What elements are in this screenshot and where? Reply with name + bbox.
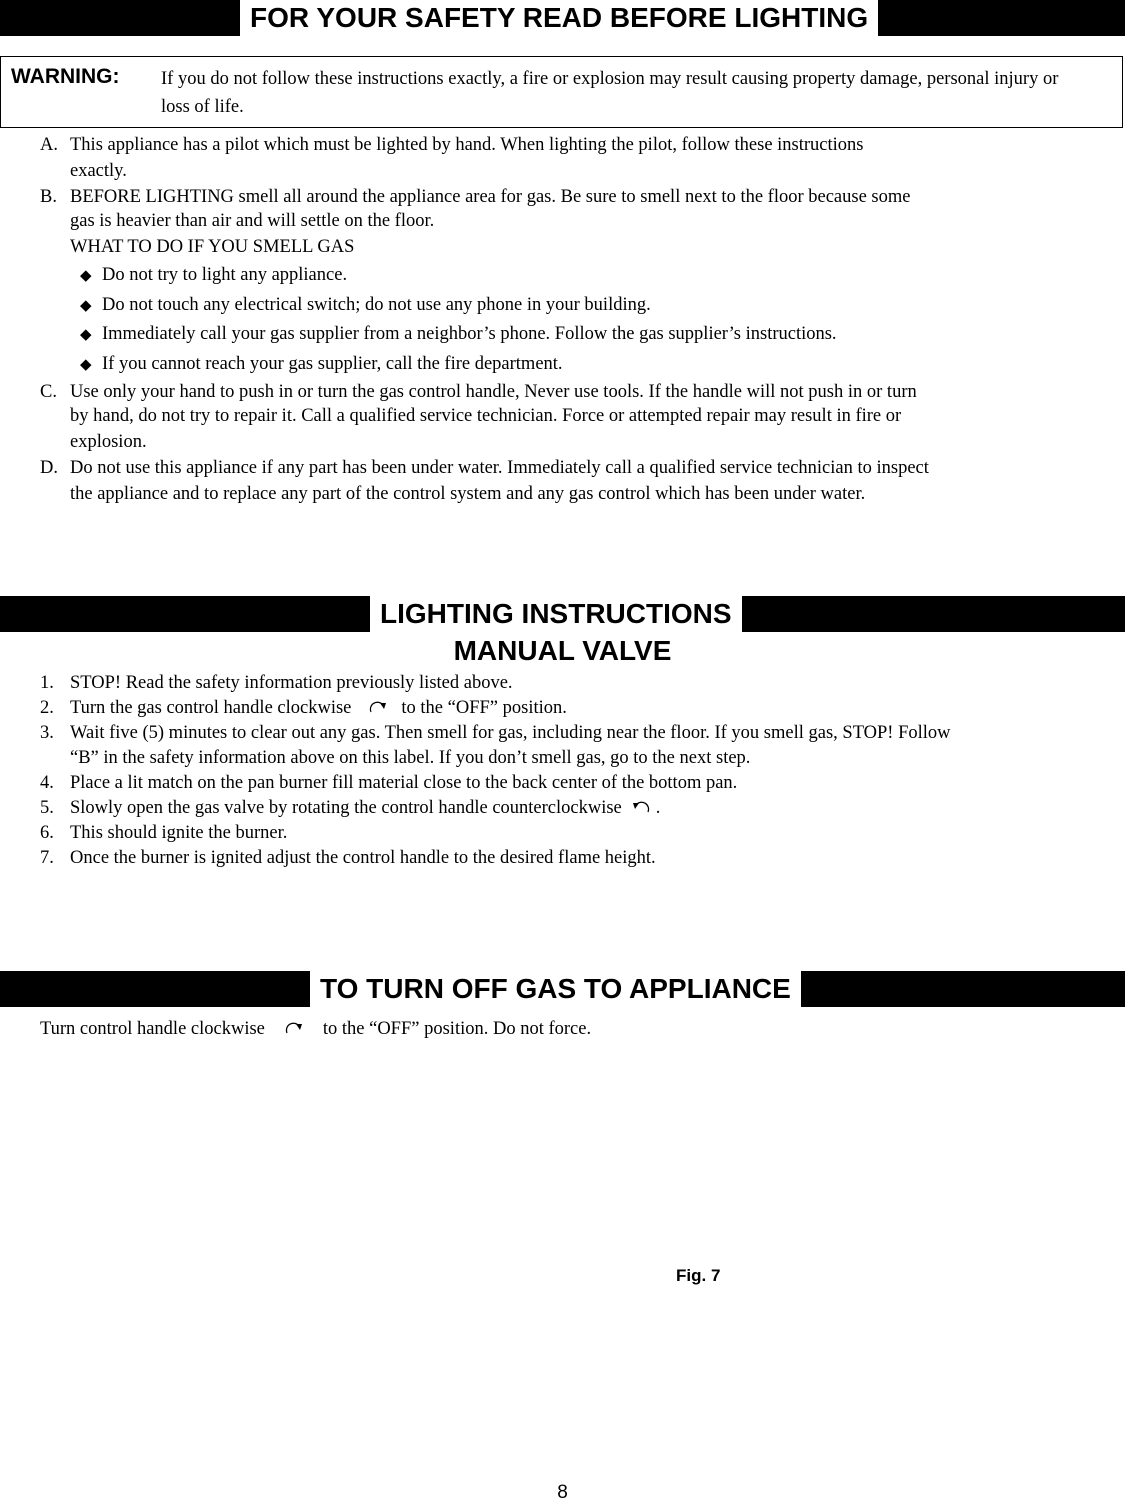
smell-gas-bullet: [80, 322, 837, 347]
step-text: This should ignite the burner.: [70, 823, 288, 843]
turn-off-banner: [0, 971, 1125, 1007]
turn-off-text: to the “OFF” position. Do not force.: [322, 1019, 592, 1039]
item-line: the appliance and to replace any part of the control system and any gas control which has been under water.: [70, 484, 866, 504]
step-number: 3.: [40, 723, 54, 743]
safety-banner-title: FOR YOUR SAFETY READ BEFORE LIGHTING: [240, 0, 878, 36]
item-line: WHAT TO DO IF YOU SMELL GAS: [70, 237, 355, 257]
step-number: 6.: [40, 823, 54, 843]
smell-gas-bullet: [80, 352, 563, 377]
item-line: BEFORE LIGHTING smell all around the appliance area for gas. Be sure to smell next to the floor because some: [70, 187, 911, 207]
step-text: Slowly open the gas valve by rotating the control handle counterclockwise: [70, 798, 622, 818]
step-text: .: [655, 798, 661, 818]
step-text: to the “OFF” position.: [401, 698, 567, 718]
step-text: STOP! Read the safety information previously listed above.: [70, 673, 513, 693]
counterclockwise-arrow-icon: [632, 800, 650, 814]
diamond-bullet-icon: ◆: [80, 268, 92, 284]
diamond-bullet-icon: ◆: [80, 357, 92, 373]
bullet-text: Immediately call your gas supplier from a neighbor’s phone. Follow the gas supplier’s instructions.: [102, 324, 837, 344]
warning-box: [0, 56, 1123, 128]
figure-label: Fig. 7: [676, 1266, 721, 1285]
bullet-text: Do not try to light any appliance.: [102, 265, 348, 285]
bullet-text: If you cannot reach your gas supplier, call the fire department.: [102, 354, 563, 374]
step-number: 4.: [40, 773, 54, 793]
warning-label: WARNING:: [11, 65, 120, 88]
lighting-banner: [0, 596, 1125, 632]
item-marker: A.: [40, 135, 58, 155]
step-number: 2.: [40, 698, 54, 718]
item-line: Do not use this appliance if any part has been under water. Immediately call a qualified service technician to inspect: [70, 458, 929, 478]
bullet-text: Do not touch any electrical switch; do not use any phone in your building.: [102, 295, 651, 315]
item-marker: D.: [40, 458, 58, 478]
step-text: Place a lit match on the pan burner fill material close to the back center of the bottom pan.: [70, 773, 738, 793]
diamond-bullet-icon: ◆: [80, 327, 92, 343]
safety-items: [40, 133, 1125, 513]
step-number: 5.: [40, 798, 54, 818]
page-number: 8: [557, 1482, 568, 1503]
item-line: This appliance has a pilot which must be lighted by hand. When lighting the pilot, follow these instructions: [70, 135, 864, 155]
clockwise-arrow-icon: [285, 1021, 303, 1035]
turn-off-instruction: [40, 1017, 591, 1041]
step-text: Once the burner is ignited adjust the control handle to the desired flame height.: [70, 848, 656, 868]
item-line: explosion.: [70, 432, 147, 452]
smell-gas-bullet: [80, 263, 347, 288]
smell-gas-bullet: [80, 293, 651, 318]
item-marker: B.: [40, 187, 57, 207]
item-line: exactly.: [70, 161, 127, 181]
step-number: 7.: [40, 848, 54, 868]
clockwise-arrow-icon: [369, 700, 387, 714]
warning-text: If you do not follow these instructions exactly, a fire or explosion may result causing property damage, personal injury or loss of life.: [161, 69, 1059, 117]
step-text: Turn the gas control handle clockwise: [70, 698, 352, 718]
turn-off-banner-title: TO TURN OFF GAS TO APPLIANCE: [310, 971, 801, 1007]
safety-banner: [0, 0, 1125, 36]
manual-valve-subtitle: MANUAL VALVE: [453, 635, 672, 666]
turn-off-text: Turn control handle clockwise: [40, 1019, 265, 1039]
lighting-banner-title: LIGHTING INSTRUCTIONS: [370, 596, 742, 632]
step-text: Wait five (5) minutes to clear out any gas. Then smell for gas, including near the floor. If you smell gas, STOP! Follow: [70, 723, 951, 743]
step-number: 1.: [40, 673, 54, 693]
step-text-line: [70, 696, 567, 721]
step-text-line: [70, 796, 660, 821]
item-line: gas is heavier than air and will settle on the floor.: [70, 211, 435, 231]
step-text: “B” in the safety information above on this label. If you don’t smell gas, go to the next step.: [70, 748, 751, 768]
item-marker: C.: [40, 382, 57, 402]
item-line: Use only your hand to push in or turn the gas control handle, Never use tools. If the handle will not push in or turn: [70, 382, 917, 402]
item-line: by hand, do not try to repair it. Call a qualified service technician. Force or attempted repair may result in fire or: [70, 406, 902, 426]
diamond-bullet-icon: ◆: [80, 298, 92, 314]
